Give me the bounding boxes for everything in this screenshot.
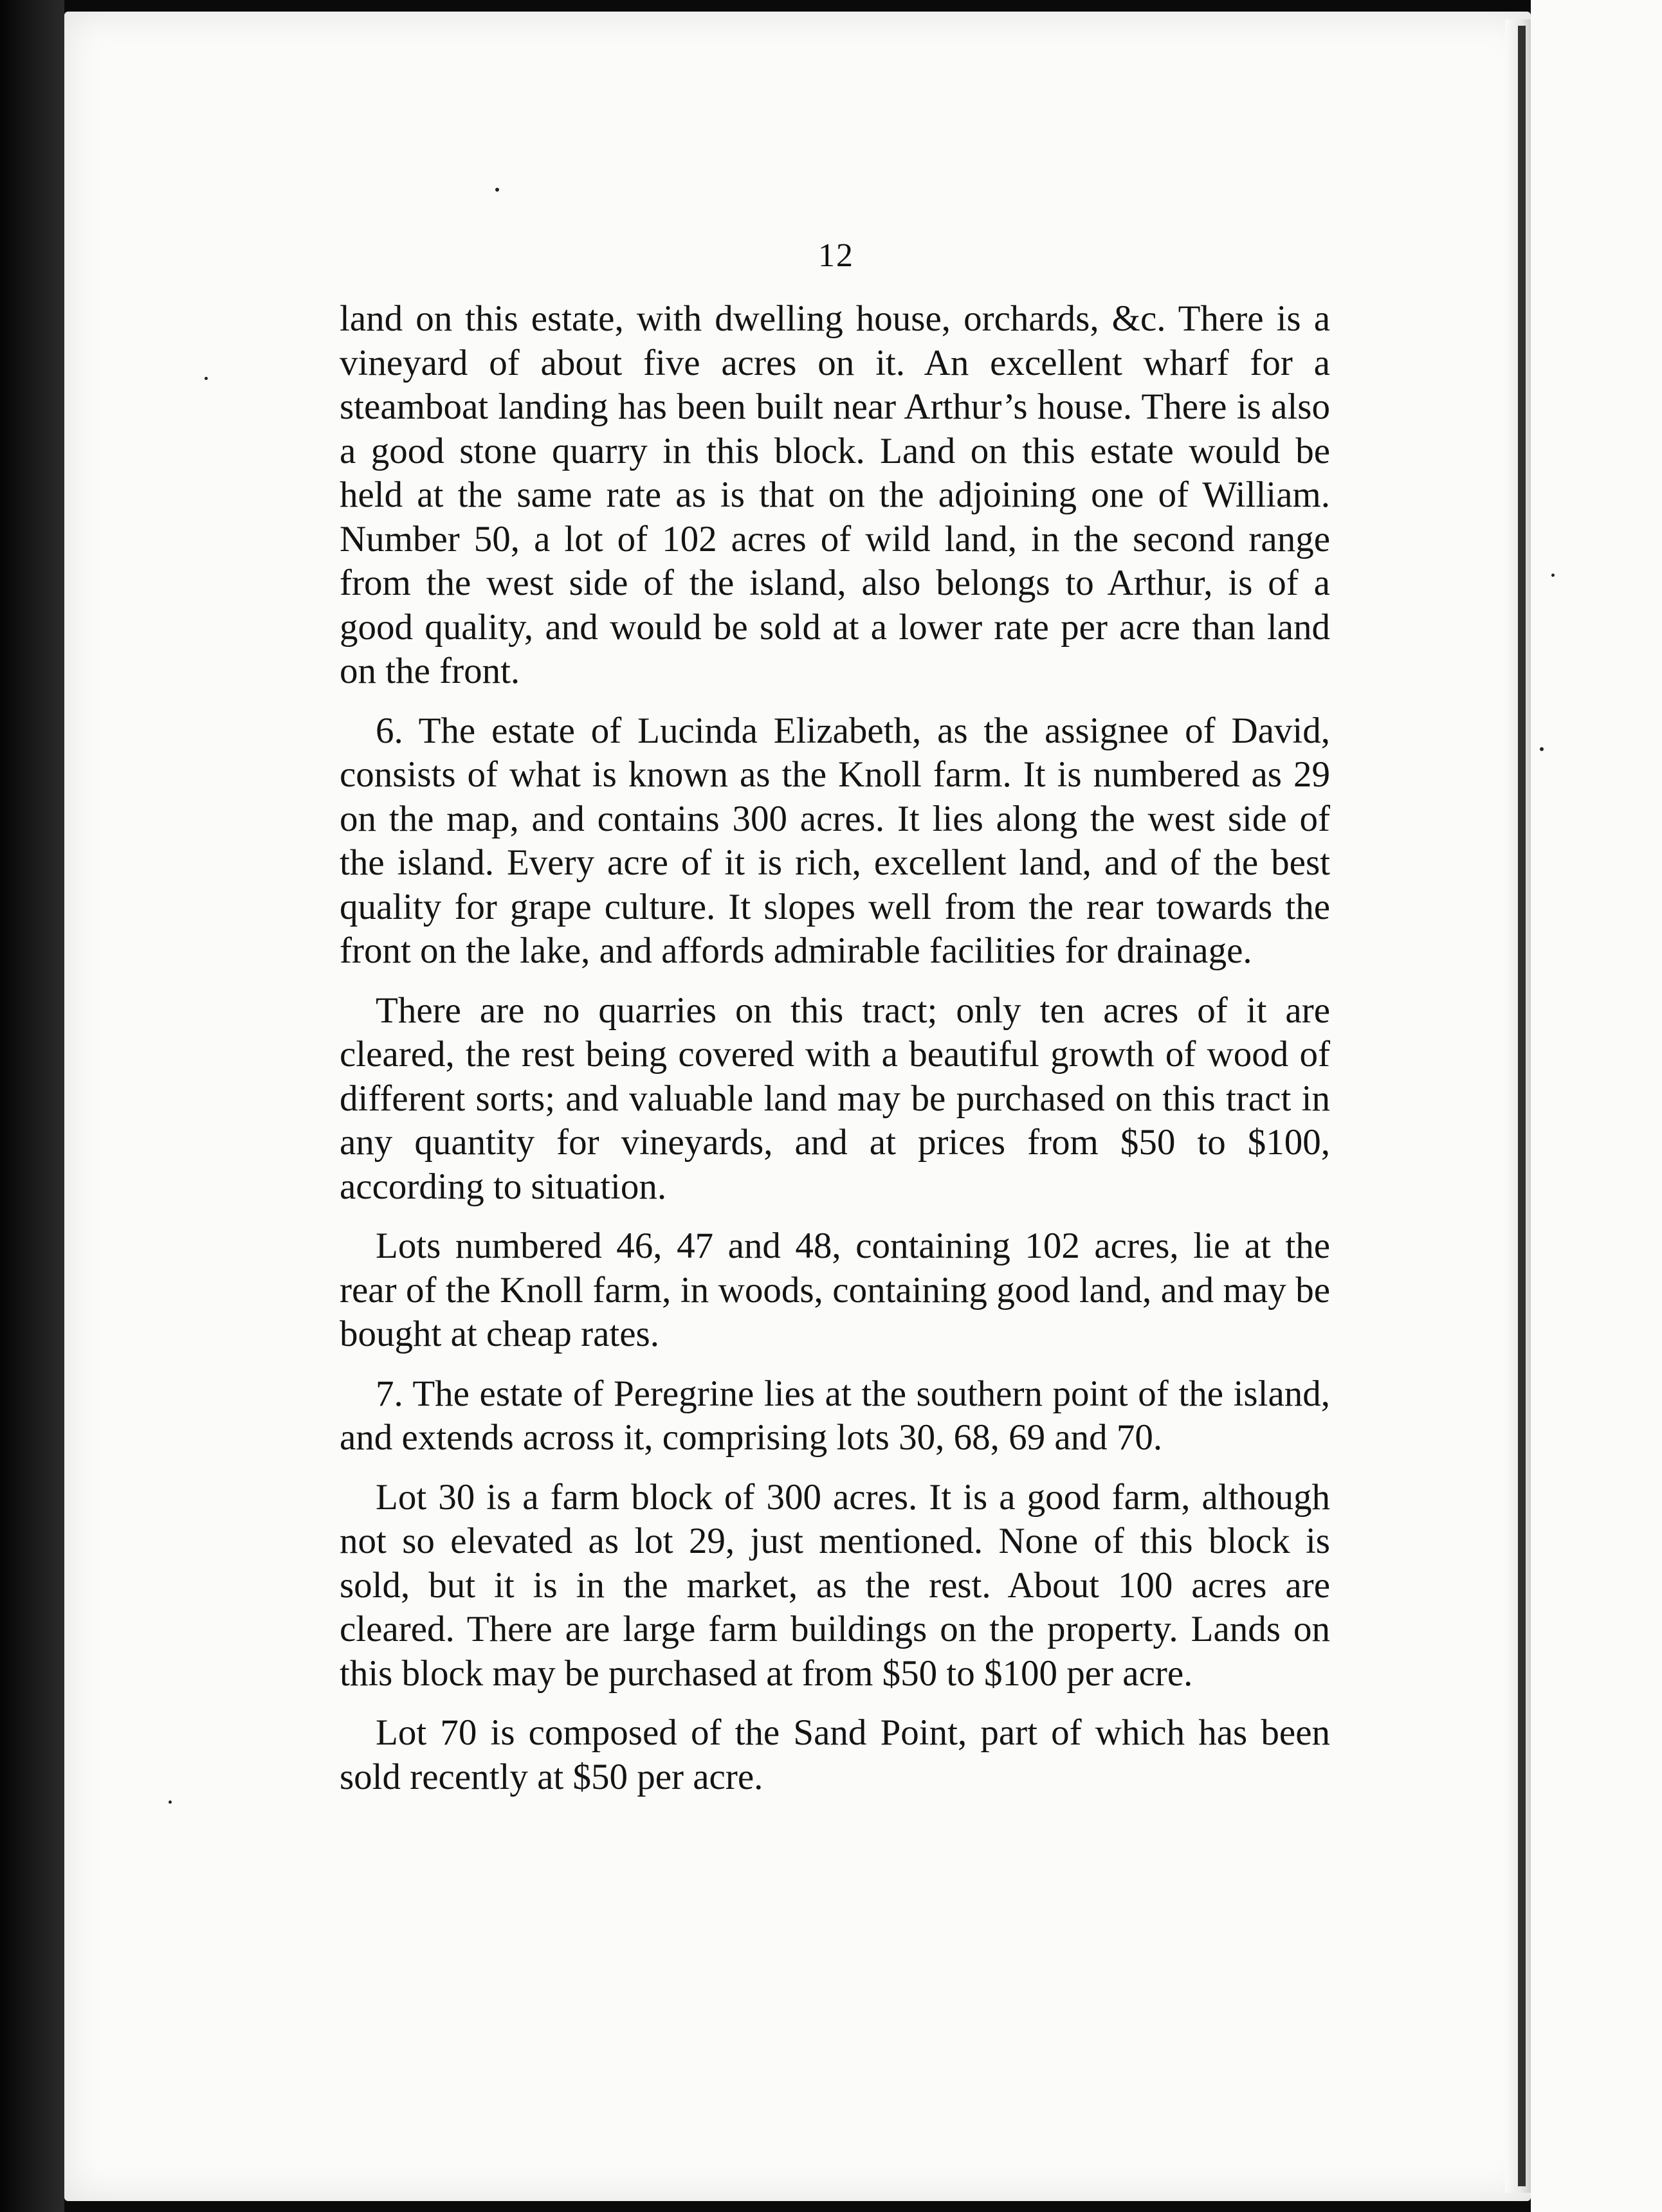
paragraph-peregrine-estate: 7. The estate of Peregrine lies at the southern point of the island, and extends across it, comprising lots 30, 68, 69 and 70. (340, 1373, 1330, 1458)
ink-speck (1551, 574, 1555, 577)
gutter-line (1518, 26, 1526, 2186)
ink-speck (205, 377, 208, 380)
paragraph-lots-46-48: Lots numbered 46, 47 and 48, containing 102 acres, lie at the rear of the Knoll farm, in woods, containing good land, and may be bought at cheap rates. (340, 1226, 1330, 1354)
paragraph-continuation: land on this estate, with dwelling house, orchards, &c. There is a vineyard of about five acres on it. An excellent wharf for a steamboat landing has been built near Arthur’s house. There is also a good stone quarry in this block. Land on this estate would be held at the same rate as is that on the adjoining one of William. Number 50, a lot of 102 acres of wild land, in the second range from the west side of the island, also belongs to Arthur, is of a good quality, and would be sold at a lower rate per acre than land on the front. (340, 298, 1330, 691)
adjacent-page-edge (1531, 0, 1662, 2212)
paragraph-lot-70: Lot 70 is composed of the Sand Point, part of which has been sold recently at $50 per acre. (340, 1712, 1330, 1797)
page-number: 12 (818, 237, 854, 274)
book-spine-shadow (0, 0, 64, 2212)
page-text (340, 297, 1330, 1799)
ink-speck (495, 188, 499, 192)
ink-speck (1540, 747, 1544, 751)
paragraph-lucinda-estate: 6. The estate of Lucinda Elizabeth, as the assignee of David, consists of what is known as the Knoll farm. It is numbered as 29 on the map, and contains 300 acres. It lies along the west side of the island. Every acre of it is rich, excellent land, and of the best quality for grape culture. It slopes well from the rear towards the front on the lake, and affords admirable facilities for drainage. (340, 710, 1330, 971)
paragraph-no-quarries: There are no quarries on this tract; only ten acres of it are cleared, the rest being covered with a beautiful growth of wood of different sorts; and valuable land may be purchased on this tract in any quantity for vineyards, and at prices from $50 to $100, according to situation. (340, 990, 1330, 1207)
ink-speck (169, 1800, 172, 1804)
paragraph-lot-30: Lot 30 is a farm block of 300 acres. It is a good farm, although not so elevated as lot 29, just mentioned. None of this block is sold, but it is in the market, as the rest. About 100 acres are cleared. There are large farm buildings on the property. Lands on this block may be purchased at from $50 to $100 per acre. (340, 1476, 1330, 1694)
